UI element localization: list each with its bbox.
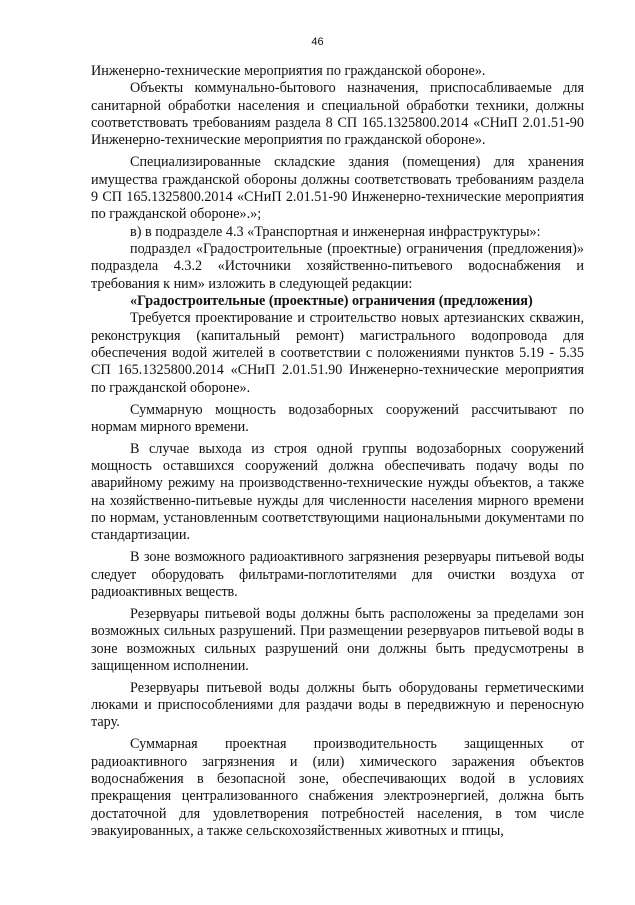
paragraph-8: В случае выхода из строя одной группы водозаборных сооружений мощность оставшихся сооружений должна обеспечивать подачу воды по аварийному режиму на производственно-технические нужды объектов, а также на хозяйственно-питьевые нужды для численности населения мирного времени по нормам, установленным соответствующими национальными документами по стандартизации.: [91, 440, 584, 544]
paragraph-2: Объекты коммунально-бытового назначения, приспосабливаемые для санитарной обработки населения и специальной обработки техники, должны соответствовать требованиям раздела 8 СП 165.1325800.2014 «СНиП 2.01.51-90 Инженерно-технические мероприятия по гражданской обороне».: [91, 80, 584, 149]
paragraph-9: В зоне возможного радиоактивного загрязнения резервуары питьевой воды следует оборудовать фильтрами-поглотителями для очистки воздуха от радиоактивных веществ.: [91, 549, 584, 600]
paragraph-1: Инженерно-технические мероприятия по гражданской обороне».: [91, 63, 486, 79]
paragraph-7: Суммарную мощность водозаборных сооружений рассчитывают по нормам мирного времени.: [91, 401, 584, 435]
section-heading: «Градостроительные (проектные) ограничения (предложения): [130, 292, 533, 309]
paragraph-5: подраздел «Градостроительные (проектные) ограничения (предложения)» подраздела 4.3.2 «Источники хозяйственно-питьевого водоснабжения и требования к ним» изложить в следующей редакции:: [91, 240, 584, 292]
document-body: [91, 63, 584, 840]
paragraph-11: Резервуары питьевой воды должны быть оборудованы герметическими люками и приспособлениями для раздачи воды в передвижную и переносную тару.: [91, 679, 584, 731]
paragraph-4: в) в подразделе 4.3 «Транспортная и инженерная инфраструктуры»:: [130, 223, 541, 240]
paragraph-3: Специализированные складские здания (помещения) для хранения имущества гражданской обороны должны соответствовать требованиям раздела 9 СП 165.1325800.2014 «СНиП 2.01.51-90 Инженерно-технические мероприятия по гражданской обороне».»;: [91, 154, 584, 223]
paragraph-12: Суммарная проектная производительность защищенных от радиоактивного загрязнения и (или) химического заражения объектов водоснабжения в безопасной зоне, обеспечивающих водой в условиях прекращения централизованного снабжения электроэнергией, должна быть достаточной для удовлетворения потребностей населения, в том числе эвакуированных, а также сельскохозяйственных животных и птицы,: [91, 736, 584, 839]
paragraph-6: Требуется проектирование и строительство новых артезианских скважин, реконструкция (капитальный ремонт) магистрального водопровода для обеспечения водой жителей в соответствии с положениями пунктов 5.19 - 5.35 СП 165.1325800.2014 «СНиП 2.01.51.90 Инженерно-технические мероприятия по гражданской обороне».: [91, 310, 584, 396]
paragraph-10: Резервуары питьевой воды должны быть расположены за пределами зон возможных сильных разрушений. При размещении резервуаров питьевой воды в зоне возможных сильных разрушений они должны быть предусмотрены в защищенном исполнении.: [91, 605, 584, 674]
page-number: 46: [311, 36, 324, 48]
